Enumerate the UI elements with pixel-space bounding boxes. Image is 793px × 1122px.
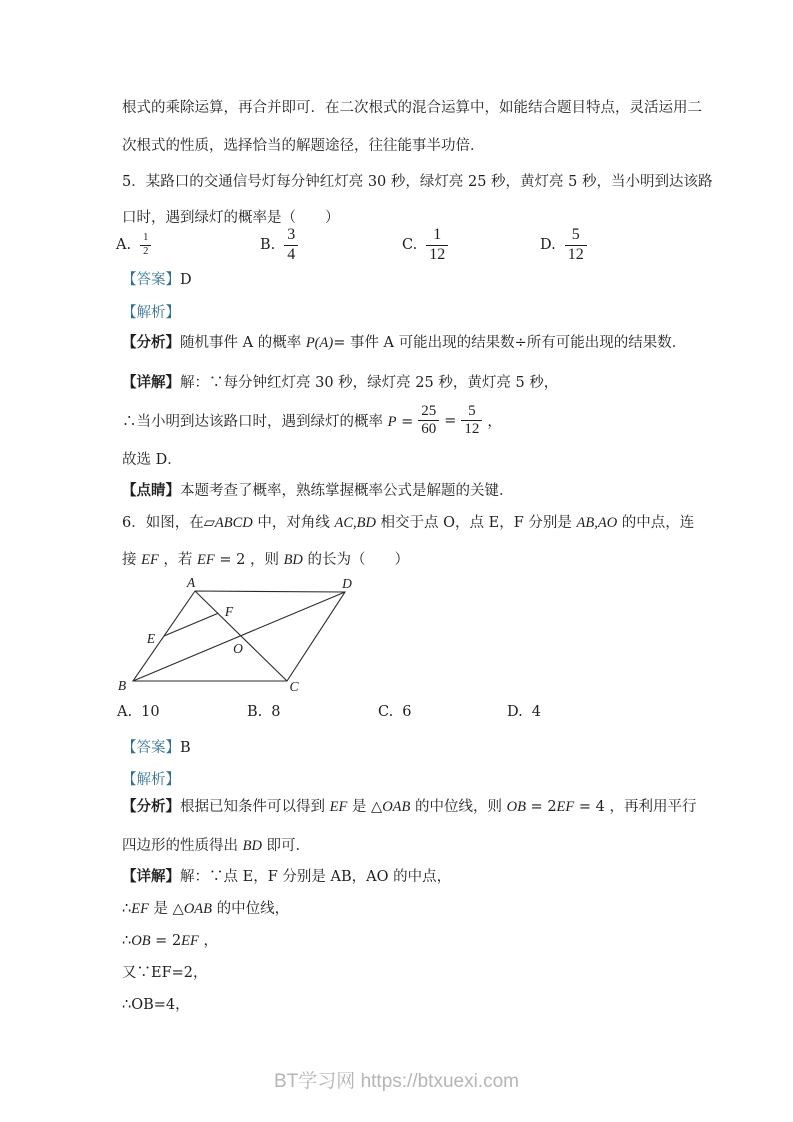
q5-xiangjie-label: 【详解】 bbox=[122, 374, 180, 391]
vertex-label-D: D bbox=[342, 576, 352, 591]
q6-option-A-value: 10 bbox=[141, 704, 160, 720]
q6-step-4: ∴OB=4， bbox=[122, 997, 190, 1013]
q5-option-A-fraction: $\frac{1}{2}$ bbox=[140, 232, 151, 257]
q5-option-C bbox=[402, 222, 448, 268]
q5-option-A-label: A. bbox=[116, 237, 132, 253]
parallelogram-figure bbox=[110, 572, 382, 706]
q6-step-2: ∴OB = 2EF ， bbox=[122, 933, 218, 949]
q5-option-D-fraction: $\frac{5}{12}$ bbox=[565, 226, 587, 264]
q5-formula-equals: = bbox=[444, 412, 457, 429]
q6-fenxi-label: 【分析】 bbox=[122, 798, 180, 815]
q6-option-D-value: 4 bbox=[531, 704, 541, 720]
vertex-label-A: A bbox=[186, 575, 196, 590]
q6-xiangjie-line bbox=[122, 867, 451, 887]
q5-xiangjie-line bbox=[122, 373, 558, 393]
q6-option-A bbox=[117, 700, 160, 724]
q5-option-D-label: D. bbox=[540, 237, 556, 253]
q5-option-C-label: C. bbox=[402, 237, 418, 253]
point-label-F: F bbox=[224, 604, 234, 619]
q6-answer-line bbox=[122, 738, 191, 758]
q6-option-A-label: A. bbox=[117, 704, 133, 720]
q6-answer-label: 【答案】 bbox=[122, 740, 180, 756]
point-label-O: O bbox=[233, 641, 243, 656]
vertex-label-C: C bbox=[289, 679, 299, 694]
q5-answer-value: D bbox=[180, 272, 192, 288]
q5-xiangjie-text: 解：∵每分钟红灯亮 30 秒，绿灯亮 25 秒，黄灯亮 5 秒， bbox=[180, 375, 559, 391]
q6-analysis-header: 【解析】 bbox=[122, 772, 180, 788]
q5-fenxi-line bbox=[122, 333, 686, 353]
intro-text-line-2: 次根式的性质，选择恰当的解题途径，往往能事半功倍． bbox=[122, 138, 485, 154]
point-label-E: E bbox=[146, 631, 156, 646]
q6-xiangjie-text: 解：∵点 E，F 分别是 AB，AO 的中点， bbox=[180, 869, 452, 885]
q6-option-C-value: 6 bbox=[402, 704, 412, 720]
q5-dianjing-label: 【点睛】 bbox=[122, 482, 180, 499]
site-watermark: BT学习网 https://btxuexi.com bbox=[274, 1071, 519, 1092]
q6-option-C-label: C. bbox=[378, 704, 394, 720]
diagonal-BD bbox=[133, 592, 345, 681]
question-6-stem-line-1: 6．如图，在▱ABCD 中，对角线 AC,BD 相交于点 O，点 E，F 分别是 AB,AO 的中点，连 bbox=[122, 515, 695, 531]
q5-formula-tail: ， bbox=[487, 414, 502, 430]
q6-option-B bbox=[247, 700, 281, 724]
q5-formula-fraction-2: $\frac{5}{12}$ bbox=[461, 403, 482, 439]
q6-xiangjie-label: 【详解】 bbox=[122, 868, 180, 885]
q6-option-B-label: B. bbox=[247, 704, 263, 720]
q6-fenxi-text-1: 根据已知条件可以得到 EF 是 △OAB 的中位线，则 OB = 2EF = 4 ，再利用平行 bbox=[180, 799, 697, 815]
intro-text-line-1: 根式的乘除运算，再合并即可．在二次根式的混合运算中，如能结合题目特点，灵活运用二 bbox=[122, 100, 702, 116]
q6-fenxi-line-1 bbox=[122, 797, 696, 817]
q5-conclusion: 故选 D． bbox=[122, 452, 182, 468]
q6-fenxi-line-2: 四边形的性质得出 BD 即可． bbox=[122, 838, 311, 854]
q5-formula-fraction-1: $\frac{25}{60}$ bbox=[418, 403, 439, 439]
q6-options-row bbox=[0, 700, 793, 724]
q5-analysis-header: 【解析】 bbox=[122, 305, 180, 321]
q5-dianjing-line bbox=[122, 481, 514, 501]
q5-answer-line bbox=[122, 270, 192, 290]
question-6-stem-line-2: 接 EF ，若 EF = 2 ，则 BD 的长为（ ） bbox=[122, 552, 410, 568]
q5-dianjing-text: 本题考查了概率，熟练掌握概率公式是解题的关键． bbox=[180, 483, 514, 499]
vertex-label-B: B bbox=[117, 678, 127, 693]
question-5-stem-line-1: 5．某路口的交通信号灯每分钟红灯亮 30 秒，绿灯亮 25 秒，黄灯亮 5 秒，当小明到达该路 bbox=[122, 174, 713, 190]
q6-option-D bbox=[507, 700, 541, 724]
q6-option-B-value: 8 bbox=[271, 704, 281, 720]
q6-option-C bbox=[378, 700, 411, 724]
q5-fenxi-label: 【分析】 bbox=[122, 334, 180, 351]
q5-option-B bbox=[260, 222, 298, 268]
q5-fenxi-text: 随机事件 A 的概率 P(A)= 事件 A 可能出现的结果数÷所有可能出现的结果数． bbox=[180, 335, 687, 351]
q6-step-3: 又∵EF=2， bbox=[122, 965, 208, 981]
q6-option-D-label: D. bbox=[507, 704, 523, 720]
q5-option-A bbox=[116, 222, 151, 268]
q6-answer-value: B bbox=[180, 740, 191, 756]
q5-formula-prefix: ∴当小明到达该路口时，遇到绿灯的概率 P = bbox=[122, 414, 414, 430]
q5-probability-formula bbox=[122, 398, 502, 443]
q5-option-D bbox=[540, 222, 587, 268]
q5-option-B-fraction: $\frac{3}{4}$ bbox=[284, 226, 298, 264]
q5-options-row bbox=[0, 222, 793, 268]
question-5-stem-line-2: 口时，遇到绿灯的概率是（ ） bbox=[122, 210, 340, 226]
q5-option-B-label: B. bbox=[260, 237, 276, 253]
q5-answer-label: 【答案】 bbox=[122, 272, 180, 288]
q6-step-1: ∴EF 是 △OAB 的中位线， bbox=[122, 901, 290, 917]
q5-option-C-fraction: $\frac{1}{12}$ bbox=[426, 226, 448, 264]
